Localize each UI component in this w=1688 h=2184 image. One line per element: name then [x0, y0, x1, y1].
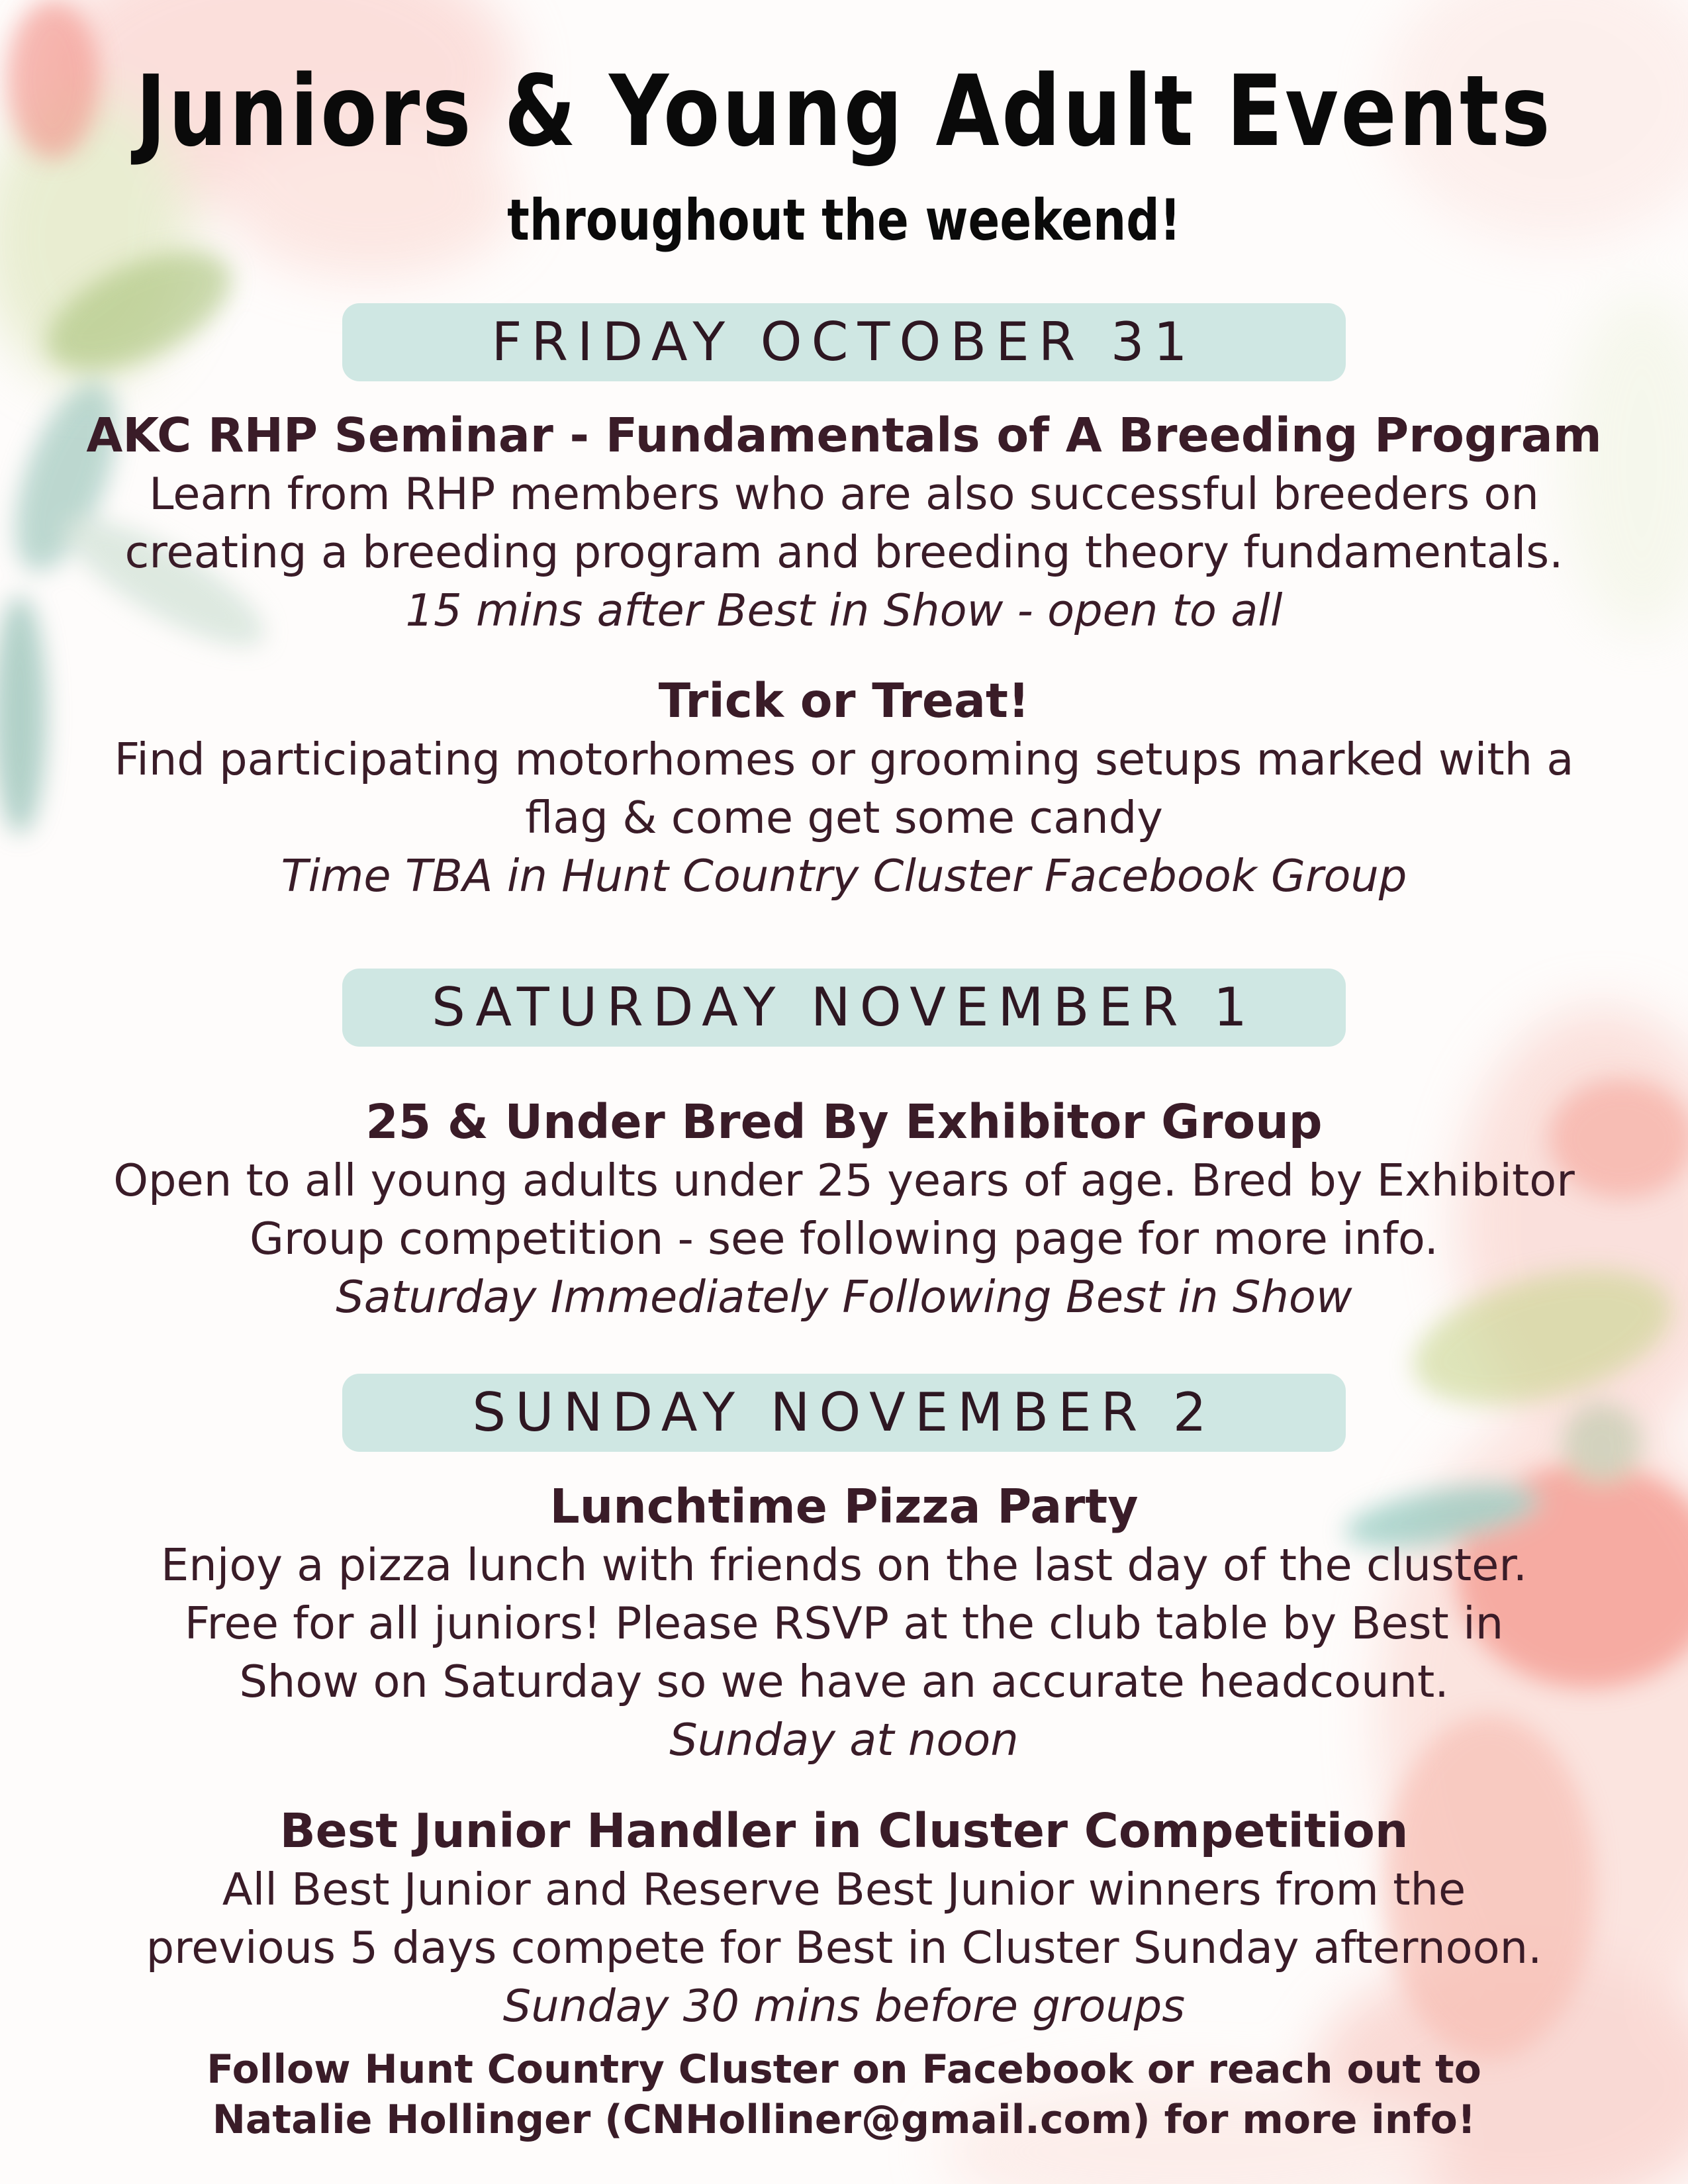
event-pizza-party [20, 1478, 1668, 1769]
event-title: 25 & Under Bred By Exhibitor Group [365, 1094, 1323, 1149]
event-time: Saturday Immediately Following Best in Show [336, 1271, 1352, 1323]
event-title: Lunchtime Pizza Party [549, 1479, 1139, 1534]
event-description-line: flag & come get some candy [525, 792, 1163, 843]
event-description-line: Group competition - see following page for more info. [250, 1213, 1438, 1264]
event-title: Best Junior Handler in Cluster Competition [279, 1803, 1409, 1858]
footer-line: Follow Hunt Country Cluster on Facebook or reach out to [207, 2046, 1481, 2093]
page-title: Juniors & Young Adult Events [135, 54, 1553, 168]
event-description-line: Show on Saturday so we have an accurate headcount. [239, 1656, 1449, 1707]
event-description-line: Find participating motorhomes or grooming setups marked with a [114, 734, 1574, 785]
day-banner-sunday: SUNDAY NOVEMBER 2 [342, 1374, 1346, 1452]
event-description-line: Learn from RHP members who are also successful breeders on [149, 468, 1539, 520]
event-bred-by-exhibitor [20, 1093, 1668, 1326]
day-banner-saturday: SATURDAY NOVEMBER 1 [342, 969, 1346, 1047]
event-description-line: Enjoy a pizza lunch with friends on the last day of the cluster. [160, 1539, 1528, 1591]
event-rhp-seminar [20, 406, 1668, 640]
event-title: Trick or Treat! [658, 673, 1030, 728]
event-title: AKC RHP Seminar - Fundamentals of A Breeding Program [86, 408, 1602, 463]
event-trick-or-treat [20, 672, 1668, 905]
event-description-line: All Best Junior and Reserve Best Junior winners from the [222, 1864, 1466, 1915]
event-description-line: previous 5 days compete for Best in Cluster Sunday afternoon. [146, 1922, 1542, 1973]
event-description-line: creating a breeding program and breeding theory fundamentals. [124, 526, 1564, 578]
footer-line: Natalie Hollinger (CNHolliner@gmail.com) for more info! [212, 2097, 1476, 2143]
event-time: Sunday at noon [669, 1714, 1019, 1766]
event-time: 15 mins after Best in Show - open to all [405, 585, 1283, 636]
contact-footer [0, 2044, 1688, 2145]
event-description-line: Open to all young adults under 25 years of age. Bred by Exhibitor [113, 1155, 1575, 1206]
event-junior-handler [20, 1802, 1668, 2035]
event-description-line: Free for all juniors! Please RSVP at the club table by Best in [184, 1597, 1504, 1649]
day-banner-friday: FRIDAY OCTOBER 31 [342, 303, 1346, 381]
event-time: Time TBA in Hunt Country Cluster Facebook Group [281, 850, 1407, 902]
event-time: Sunday 30 mins before groups [502, 1980, 1186, 2032]
page-subtitle: throughout the weekend! [507, 187, 1181, 254]
